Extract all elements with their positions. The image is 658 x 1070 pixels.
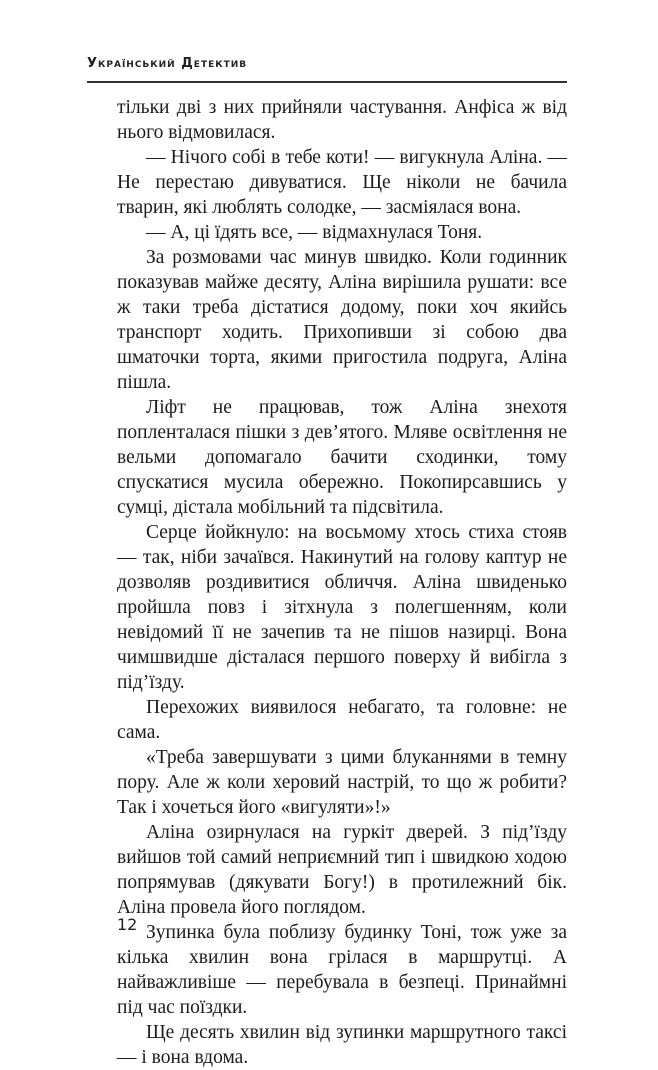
paragraph: Ліфт не працював, тож Аліна знехотя попленталася пішки з дев’ятого. Мляве освітлення не вельми допомагало бачити сходинки, тому спускатися мусила обережно. Покопирсавшись у сумці, дістала мобільний та підсвітила. <box>117 397 567 518</box>
page-number: 12 <box>117 915 138 934</box>
running-header: Український Детектив <box>87 56 248 71</box>
paragraph: Ще десять хвилин від зупинки маршрутного таксі — і вона вдома. <box>117 1022 567 1068</box>
header-rule <box>87 81 567 83</box>
paragraph: Зупинка була поблизу будинку Тоні, тож уже за кілька хвилин вона грілася в маршрутці. А найважливіше — перебувала в безпеці. Принаймні під час поїздки. <box>117 922 567 1018</box>
paragraph: — Нічого собі в тебе коти! — вигукнула Аліна. — Не перестаю дивуватися. Ще ніколи не бачила тварин, які люблять солодке, — засміялася вона. <box>117 147 567 218</box>
paragraph: За розмовами час минув швидко. Коли годинник показував майже десяту, Аліна вирішила рушати: все ж таки треба дістатися додому, поки хоч якийсь транспорт ходить. Прихопивши зі собою два шматочки торта, якими пригостила подруга, Аліна пішла. <box>117 247 567 393</box>
paragraph: Аліна озирнулася на гуркіт дверей. З під’їзду вийшов той самий неприємний тип і швидкою ходою попрямував (дякувати Богу!) в протилежний бік. Аліна провела його поглядом. <box>117 822 567 918</box>
paragraph: тільки дві з них прийняли частування. Анфіса ж від нього відмовилася. <box>117 97 567 143</box>
paragraph: — А, ці їдять все, — відмахнулася Тоня. <box>146 222 483 243</box>
paragraph: Серце йойкнуло: на восьмому хтось стиха стояв — так, ніби зачаївся. Накинутий на голову каптур не дозволяв роздивитися обличчя. Аліна швиденько пройшла повз і зітхнула з полегшенням, коли невідомий її не зачепив та не пішов назирці. Вона чимшвидше дісталася першого поверху й вибігла з під’їзду. <box>117 522 567 693</box>
paragraph: «Треба завершувати з цими блуканнями в темну пору. Але ж коли херовий настрій, то що ж робити? Так і хочеться його «вигуляти»!» <box>117 747 567 818</box>
body-text <box>117 95 567 1070</box>
paragraph: Перехожих виявилося небагато, та головне: не сама. <box>117 697 567 743</box>
